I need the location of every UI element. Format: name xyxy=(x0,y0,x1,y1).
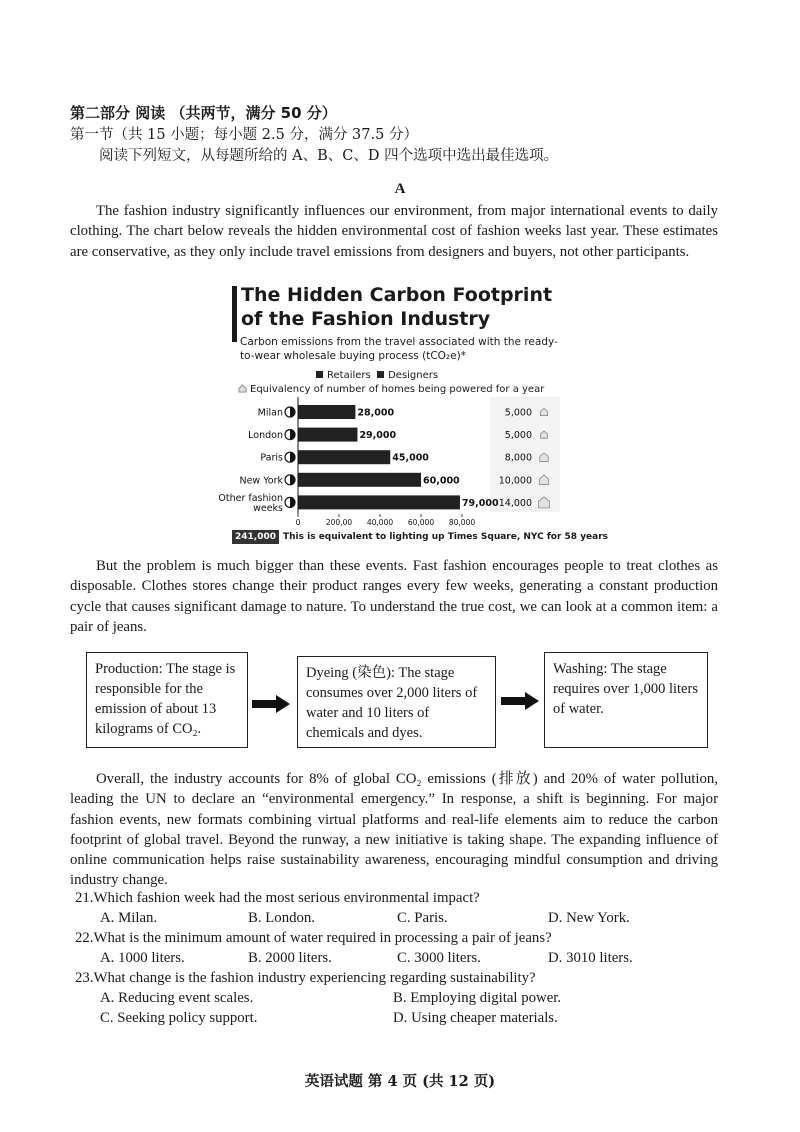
x-tick-label: 60,000 xyxy=(407,518,435,527)
question-23: 23.What change is the fashion industry experiencing regarding sustainability? xyxy=(75,970,536,986)
bar-value-label: 28,000 xyxy=(357,407,395,419)
homes-value-label: 8,000 xyxy=(504,452,532,464)
section-heading: 第一节（共 15 小题；每小题 2.5 分，满分 37.5 分） xyxy=(70,127,418,143)
q22-option-c: C. 3000 liters. xyxy=(397,950,481,966)
bar-value-label: 79,000 xyxy=(461,497,499,509)
chart-footnote xyxy=(232,530,608,544)
carbon-footprint-chart xyxy=(218,283,609,548)
passage-label: A xyxy=(394,181,406,197)
q21-option-c: C. Paris. xyxy=(397,910,448,926)
q22-option-d: D. 3010 liters. xyxy=(548,950,633,966)
category-label: New York xyxy=(239,475,283,487)
bar-value-label: 45,000 xyxy=(392,452,429,464)
bar xyxy=(298,473,421,487)
arrow-right-icon xyxy=(501,692,539,710)
footnote-text: This is equivalent to lighting up Times Square, NYC for 58 years xyxy=(283,532,609,542)
q22-option-a: A. 1000 liters. xyxy=(100,950,185,966)
flow-box-production: Production: The stage is responsible for the emission of about 13 kilograms of CO₂. xyxy=(86,652,248,748)
legend-retailers: Retailers xyxy=(327,370,371,381)
part-heading: 第二部分 阅读 （共两节，满分 50 分） xyxy=(70,104,337,122)
category-label: weeks xyxy=(253,502,283,514)
category-label: Milan xyxy=(257,407,283,419)
q22-option-b: B. 2000 liters. xyxy=(248,950,332,966)
question-21: 21.Which fashion week had the most serious environmental impact? xyxy=(75,890,480,906)
bar xyxy=(298,495,460,509)
arrow-right-icon xyxy=(252,695,290,713)
legend-homes xyxy=(238,384,544,395)
bar-chart-svg xyxy=(218,395,564,527)
flow-box-dyeing: Dyeing (染色): The stage consumes over 2,000 liters of water and 10 liters of chemicals and dyes. xyxy=(297,656,496,748)
homes-value-label: 5,000 xyxy=(504,407,532,419)
legend-series xyxy=(316,370,438,381)
x-tick-label: 0 xyxy=(295,518,301,527)
x-tick-label: 200,00 xyxy=(325,518,353,527)
legend-square-icon xyxy=(377,371,384,378)
legend-designers: Designers xyxy=(388,370,439,381)
flow-box-washing: Washing: The stage requires over 1,000 liters of water. xyxy=(544,652,708,748)
paragraph-2: But the problem is much bigger than these events. Fast fashion encourages people to treat clothes as disposable. Clothes stores change their product ranges every few weeks, generating a constant production cycle that causes significant damage to nature. To understand the true cost, we can look at a common item: a pair of jeans. xyxy=(70,558,718,635)
paragraph-1: The fashion industry significantly influences our environment, from major international events to daily clothing. The chart below reveals the hidden environmental cost of fashion weeks last year. These estimates are conservative, as they only include travel emissions from designers and buyers, not other participants. xyxy=(70,203,718,260)
q23-option-c: C. Seeking policy support. xyxy=(100,1010,258,1026)
homes-value-label: 14,000 xyxy=(498,497,532,509)
chart-subtitle: Carbon emissions from the travel associated with the ready-to-wear wholesale buying process (tCO₂e)* xyxy=(240,336,558,362)
homes-value-label: 5,000 xyxy=(504,430,532,442)
footnote-total: 241,000 xyxy=(232,530,279,544)
chart-title: The Hidden Carbon Footprint of the Fashion Industry xyxy=(241,284,553,330)
category-label: London xyxy=(248,430,283,442)
q21-option-a: A. Milan. xyxy=(100,910,158,926)
question-22: 22.What is the minimum amount of water required in processing a pair of jeans? xyxy=(75,930,552,946)
bar-value-label: 60,000 xyxy=(423,475,460,487)
q21-option-b: B. London. xyxy=(248,910,315,926)
bar xyxy=(298,428,357,442)
paragraph-3: Overall, the industry accounts for 8% of global CO₂ emissions (排放) and 20% of water pollution, leading the UN to declare an “environmental emergency.” In response, a shift is beginning. For major fashion events, new formats combining virtual platforms and real-life elements aim to reduce the carbon footprint of global travel. Beyond the runway, a new initiative is taking shape. The expanding influence of online communication helps raise sustainability awareness, encouraging mindful consumption and driving industry change. xyxy=(70,771,718,889)
title-accent-bar xyxy=(232,286,237,342)
x-tick-label: 80,000 xyxy=(448,518,476,527)
legend-square-icon xyxy=(316,371,323,378)
q23-option-a: A. Reducing event scales. xyxy=(100,990,254,1006)
bar xyxy=(298,450,390,464)
category-label: Other fashion xyxy=(218,492,283,504)
x-tick-label: 40,000 xyxy=(366,518,394,527)
house-icon xyxy=(238,384,247,393)
bar xyxy=(298,405,355,419)
legend-homes-text: Equivalency of number of homes being powered for a year xyxy=(250,384,545,395)
q21-option-d: D. New York. xyxy=(548,910,630,926)
page-footer: 英语试题 第 4 页 (共 12 页) xyxy=(304,1073,496,1090)
bar-value-label: 29,000 xyxy=(359,430,397,442)
homes-value-label: 10,000 xyxy=(498,475,532,487)
instruction-text: 阅读下列短文，从每题所给的 A、B、C、D 四个选项中选出最佳选项。 xyxy=(99,148,559,164)
q23-option-d: D. Using cheaper materials. xyxy=(393,1010,558,1026)
q23-option-b: B. Employing digital power. xyxy=(393,990,562,1006)
category-label: Paris xyxy=(260,452,283,464)
